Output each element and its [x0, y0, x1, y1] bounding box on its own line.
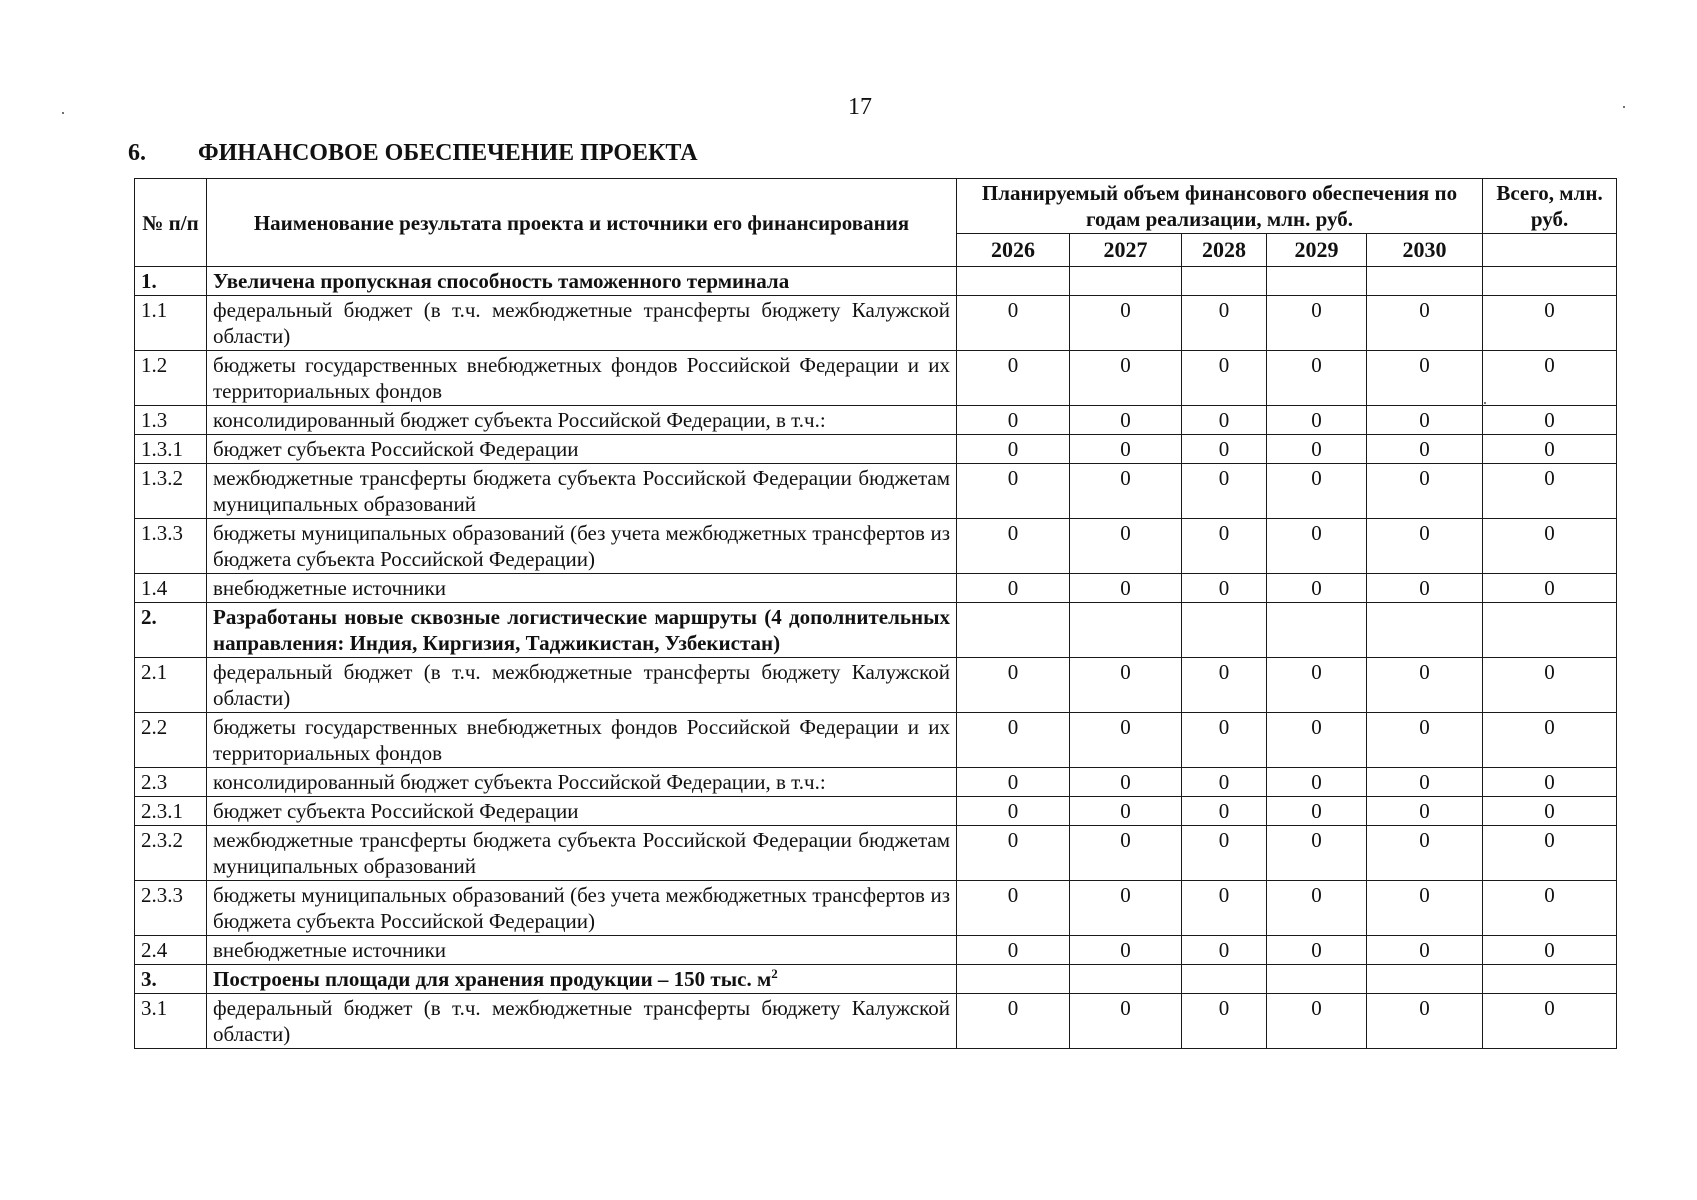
row-value: 0: [1367, 435, 1483, 464]
row-name-text: федеральный бюджет (в т.ч. межбюджетные трансферты бюджету Калужской области): [213, 996, 950, 1046]
row-name: [207, 603, 957, 658]
section-title: ФИНАНСОВОЕ ОБЕСПЕЧЕНИЕ ПРОЕКТА: [198, 140, 698, 166]
row-name: [207, 267, 957, 296]
row-value: 0: [1267, 658, 1367, 713]
header-total: Всего, млн. руб.: [1483, 179, 1617, 234]
row-value: 0: [957, 881, 1070, 936]
row-value: [957, 965, 1070, 994]
table-group-row: [135, 267, 1617, 296]
row-name: [207, 994, 957, 1049]
row-value: 0: [1267, 881, 1367, 936]
row-value: 0: [1367, 574, 1483, 603]
row-value: [957, 267, 1070, 296]
row-value: 0: [1267, 768, 1367, 797]
row-value: [1367, 965, 1483, 994]
table-row: [135, 826, 1617, 881]
row-value: 0: [1070, 574, 1182, 603]
table-row: [135, 464, 1617, 519]
row-number: 1.4: [135, 574, 207, 603]
row-value: 0: [1182, 797, 1267, 826]
row-name-text: консолидированный бюджет субъекта Российской Федерации, в т.ч.:: [213, 770, 826, 794]
row-value: 0: [1070, 435, 1182, 464]
row-value: 0: [1367, 296, 1483, 351]
row-number: 1.3.2: [135, 464, 207, 519]
row-value: 0: [1367, 351, 1483, 406]
row-value: 0: [1182, 464, 1267, 519]
row-name: [207, 881, 957, 936]
row-value: 0: [957, 936, 1070, 965]
row-value: 0: [1267, 464, 1367, 519]
table-row: [135, 768, 1617, 797]
row-value: 0: [1267, 826, 1367, 881]
row-total: 0: [1483, 994, 1617, 1049]
header-year: 2026: [957, 234, 1070, 267]
row-number: 2.3: [135, 768, 207, 797]
table-row: [135, 658, 1617, 713]
row-value: 0: [1367, 881, 1483, 936]
row-value: 0: [1070, 296, 1182, 351]
row-name: [207, 797, 957, 826]
row-number: 2.1: [135, 658, 207, 713]
table-row: [135, 881, 1617, 936]
row-value: 0: [1070, 936, 1182, 965]
row-value: [1070, 267, 1182, 296]
row-total: 0: [1483, 658, 1617, 713]
row-value: [1182, 965, 1267, 994]
row-value: 0: [1182, 351, 1267, 406]
row-name-text: федеральный бюджет (в т.ч. межбюджетные трансферты бюджету Калужской области): [213, 298, 950, 348]
row-value: 0: [1070, 826, 1182, 881]
row-value: 0: [1267, 406, 1367, 435]
row-value: 0: [1267, 936, 1367, 965]
table-row: [135, 574, 1617, 603]
header-year: 2029: [1267, 234, 1367, 267]
table-header: [135, 179, 1617, 267]
row-name: [207, 826, 957, 881]
row-value: 0: [1267, 519, 1367, 574]
row-name: [207, 768, 957, 797]
row-value: 0: [1070, 797, 1182, 826]
row-value: 0: [1182, 658, 1267, 713]
row-value: [957, 603, 1070, 658]
row-total: 0: [1483, 296, 1617, 351]
row-value: 0: [957, 826, 1070, 881]
row-value: 0: [957, 519, 1070, 574]
row-total: 0: [1483, 435, 1617, 464]
row-name: [207, 296, 957, 351]
scan-speck: [62, 112, 64, 114]
row-name-text: межбюджетные трансферты бюджета субъекта Российской Федерации бюджетам муниципальных образований: [213, 828, 950, 878]
header-year: 2027: [1070, 234, 1182, 267]
row-name: [207, 936, 957, 965]
table-group-row: [135, 965, 1617, 994]
row-name-superscript: 2: [771, 966, 778, 981]
row-number: 1.2: [135, 351, 207, 406]
row-value: 0: [1367, 519, 1483, 574]
row-name-text: консолидированный бюджет субъекта Российской Федерации, в т.ч.:: [213, 408, 826, 432]
row-value: 0: [1267, 351, 1367, 406]
row-name-text: федеральный бюджет (в т.ч. межбюджетные трансферты бюджету Калужской области): [213, 660, 950, 710]
row-number: 2.: [135, 603, 207, 658]
row-total: 0: [1483, 574, 1617, 603]
row-name: [207, 464, 957, 519]
table-row: [135, 713, 1617, 768]
table-body: [135, 267, 1617, 1049]
row-name-text: Увеличена пропускная способность таможенного терминала: [213, 269, 790, 293]
row-total: 0: [1483, 826, 1617, 881]
row-value: 0: [1367, 936, 1483, 965]
row-value: 0: [1367, 658, 1483, 713]
row-number: 2.3.1: [135, 797, 207, 826]
row-total: [1483, 267, 1617, 296]
row-value: 0: [957, 296, 1070, 351]
row-number: 1.3.1: [135, 435, 207, 464]
row-value: 0: [1182, 296, 1267, 351]
scan-speck: [1623, 106, 1625, 108]
header-year: 2028: [1182, 234, 1267, 267]
row-name-text: бюджеты государственных внебюджетных фондов Российской Федерации и их территориальных фондов: [213, 353, 950, 403]
row-number: 1.3: [135, 406, 207, 435]
row-total: 0: [1483, 351, 1617, 406]
row-value: 0: [957, 994, 1070, 1049]
row-total: 0: [1483, 713, 1617, 768]
row-number: 2.3.2: [135, 826, 207, 881]
row-name-text: бюджеты муниципальных образований (без учета межбюджетных трансфертов из бюджета субъекта Российской Федерации): [213, 883, 950, 933]
table-row: [135, 994, 1617, 1049]
row-value: 0: [1267, 797, 1367, 826]
table-row: [135, 519, 1617, 574]
page-number: 17: [848, 94, 872, 120]
row-value: 0: [957, 713, 1070, 768]
row-value: 0: [1367, 994, 1483, 1049]
row-value: 0: [1182, 826, 1267, 881]
section-number: 6.: [128, 140, 146, 166]
row-name: [207, 519, 957, 574]
row-value: 0: [1267, 994, 1367, 1049]
row-value: 0: [957, 351, 1070, 406]
table-row: [135, 936, 1617, 965]
row-total: [1483, 603, 1617, 658]
row-name-text: Разработаны новые сквозные логистические маршруты (4 дополнительных направления: Индия, Киргизия, Таджикистан, Узбекистан): [213, 605, 950, 655]
table-row: [135, 435, 1617, 464]
row-value: 0: [1070, 658, 1182, 713]
row-number: 1.: [135, 267, 207, 296]
row-value: [1070, 603, 1182, 658]
row-value: 0: [1182, 994, 1267, 1049]
row-value: 0: [1182, 936, 1267, 965]
row-value: 0: [1367, 797, 1483, 826]
row-name-text: Построены площади для хранения продукции – 150 тыс. м: [213, 967, 772, 991]
row-value: 0: [1182, 435, 1267, 464]
row-value: 0: [1182, 406, 1267, 435]
row-value: [1367, 603, 1483, 658]
row-value: 0: [1367, 826, 1483, 881]
row-value: 0: [1267, 296, 1367, 351]
row-value: 0: [957, 658, 1070, 713]
row-name-text: внебюджетные источники: [213, 938, 447, 962]
financing-table: [134, 178, 1617, 1049]
row-value: 0: [957, 464, 1070, 519]
row-name: [207, 435, 957, 464]
row-value: 0: [1070, 464, 1182, 519]
row-value: 0: [1070, 406, 1182, 435]
row-value: [1267, 603, 1367, 658]
row-name-text: внебюджетные источники: [213, 576, 447, 600]
row-value: 0: [1267, 435, 1367, 464]
row-value: 0: [1182, 881, 1267, 936]
row-value: [1182, 267, 1267, 296]
row-name-text: бюджеты государственных внебюджетных фондов Российской Федерации и их территориальных фондов: [213, 715, 950, 765]
row-value: 0: [1267, 713, 1367, 768]
row-value: 0: [1070, 768, 1182, 797]
row-value: [1267, 267, 1367, 296]
row-value: 0: [1182, 519, 1267, 574]
row-value: 0: [1182, 574, 1267, 603]
row-total: 0: [1483, 936, 1617, 965]
row-value: 0: [1070, 713, 1182, 768]
header-year: 2030: [1367, 234, 1483, 267]
row-value: 0: [1070, 994, 1182, 1049]
row-number: 3.: [135, 965, 207, 994]
row-total: 0: [1483, 768, 1617, 797]
row-name-text: межбюджетные трансферты бюджета субъекта Российской Федерации бюджетам муниципальных образований: [213, 466, 950, 516]
row-name-text: бюджеты муниципальных образований (без учета межбюджетных трансфертов из бюджета субъекта Российской Федерации): [213, 521, 950, 571]
row-value: 0: [957, 768, 1070, 797]
row-total: 0: [1483, 797, 1617, 826]
table-row: [135, 406, 1617, 435]
row-value: 0: [957, 406, 1070, 435]
row-value: 0: [1182, 768, 1267, 797]
row-name: [207, 351, 957, 406]
row-number: 2.2: [135, 713, 207, 768]
row-value: 0: [1367, 464, 1483, 519]
row-value: 0: [1367, 406, 1483, 435]
row-value: 0: [1182, 713, 1267, 768]
row-value: [1182, 603, 1267, 658]
row-value: [1367, 267, 1483, 296]
table-row: [135, 351, 1617, 406]
row-number: 2.3.3: [135, 881, 207, 936]
row-name: [207, 713, 957, 768]
row-value: 0: [1367, 768, 1483, 797]
row-name: [207, 965, 957, 994]
row-total: 0: [1483, 464, 1617, 519]
table-row: [135, 797, 1617, 826]
section-heading: [128, 140, 698, 167]
row-number: 2.4: [135, 936, 207, 965]
table-group-row: [135, 603, 1617, 658]
table-row: [135, 296, 1617, 351]
row-total: 0: [1483, 406, 1617, 435]
header-planned: Планируемый объем финансового обеспечения по годам реализации, млн. руб.: [957, 179, 1483, 234]
row-value: 0: [957, 797, 1070, 826]
header-name: Наименование результата проекта и источники его финансирования: [207, 179, 957, 267]
row-name-text: бюджет субъекта Российской Федерации: [213, 799, 579, 823]
row-value: [1070, 965, 1182, 994]
row-value: 0: [957, 574, 1070, 603]
row-total: 0: [1483, 881, 1617, 936]
row-value: 0: [1070, 351, 1182, 406]
row-value: 0: [1367, 713, 1483, 768]
header-number: № п/п: [135, 179, 207, 267]
row-number: 1.3.3: [135, 519, 207, 574]
row-value: 0: [1070, 881, 1182, 936]
row-number: 3.1: [135, 994, 207, 1049]
row-name: [207, 406, 957, 435]
row-name: [207, 574, 957, 603]
row-total: [1483, 965, 1617, 994]
row-name-text: бюджет субъекта Российской Федерации: [213, 437, 579, 461]
row-name: [207, 658, 957, 713]
row-total: 0: [1483, 519, 1617, 574]
row-value: 0: [1267, 574, 1367, 603]
row-value: 0: [957, 435, 1070, 464]
row-number: 1.1: [135, 296, 207, 351]
header-total-blank: [1483, 234, 1617, 267]
row-value: 0: [1070, 519, 1182, 574]
row-value: [1267, 965, 1367, 994]
